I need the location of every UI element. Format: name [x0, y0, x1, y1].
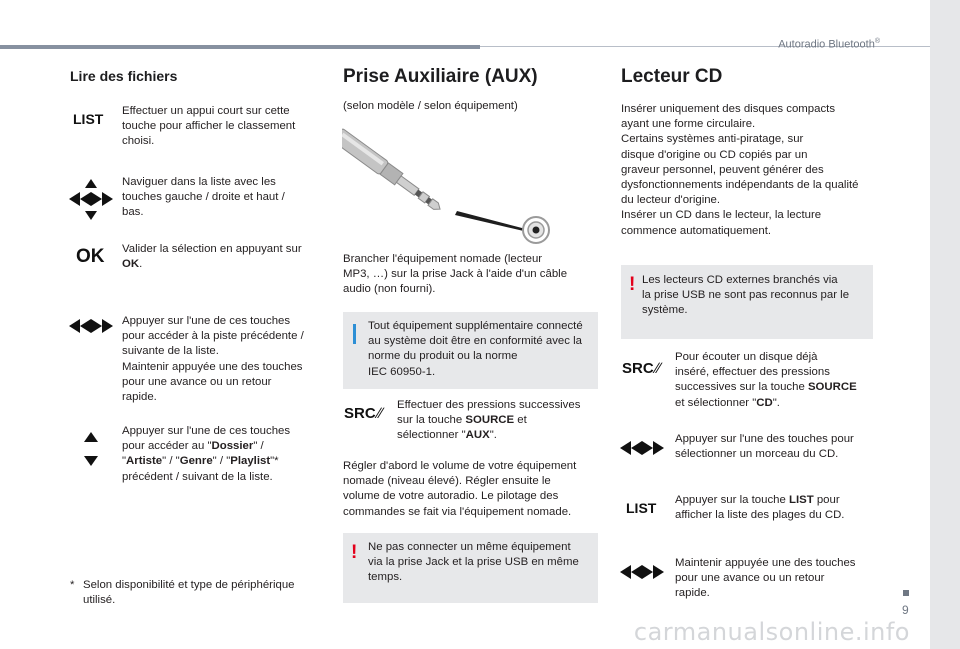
info-icon — [353, 324, 356, 344]
warning-icon: ! — [351, 542, 358, 563]
cd-warning-note: ! Les lecteurs CD externes branchés via la prise USB ne sont pas reconnus par le système. — [621, 265, 873, 339]
cd-item-list: Appuyer sur la touche LIST pour afficher la liste des plages du CD. — [675, 494, 845, 522]
header-title: Autoradio Bluetooth® — [778, 38, 880, 51]
page-edge-strip — [930, 0, 960, 649]
src-key-icon: SRC ∕∕ — [622, 360, 661, 377]
files-item-navigate: Naviguer dans la liste avec les touches gauche / droite et haut / bas. — [122, 176, 285, 219]
files-item-track: Appuyer sur l'une de ces touches pour accéder à la piste précédente / suivante de la liste. Maintenir appuyée une des touches pour une avance ou un retour rapide. — [122, 315, 304, 404]
list-key-icon: LIST — [73, 111, 104, 127]
aux-warning-note: ! Ne pas connecter un même équipement via la prise Jack et la prise USB en même temps. — [343, 533, 598, 603]
warning-icon: ! — [629, 274, 636, 295]
cd-item-fast: Maintenir appuyée une des touches pour une avance ou un retour rapide. — [675, 557, 856, 600]
files-item-list: Effectuer un appui court sur cette touche pour afficher le classement choisi. — [122, 105, 296, 148]
aux-info-note: Tout équipement supplémentaire connecté au système doit être en conformité avec la norme du produit ou la norme IEC 60950-1. — [343, 312, 598, 389]
src-key-icon: SRC ∕∕ — [344, 405, 383, 422]
aux-paragraph-connect: Brancher l'équipement nomade (lecteur MP3, …) sur la prise Jack à l'aide d'un câble audio (non fourni). — [343, 253, 568, 296]
section-title-aux: Prise Auxiliaire (AUX) — [343, 66, 538, 87]
footnote-mark: * — [70, 579, 75, 591]
prev-next-arrows-icon — [620, 441, 664, 455]
header-rule — [0, 45, 480, 49]
section-title-files: Lire des fichiers — [70, 68, 178, 84]
cd-item-select-track: Appuyer sur l'une des touches pour sélectionner un morceau du CD. — [675, 433, 854, 461]
up-down-arrows-icon — [84, 432, 98, 466]
cd-item-source: Pour écouter un disque déjà inséré, effectuer des pressions successives sur la touche SOURCE et sélectionner "CD". — [675, 351, 857, 409]
ok-key-icon: OK — [76, 246, 105, 267]
section-title-cd: Lecteur CD — [621, 66, 723, 87]
prev-next-arrows-icon — [620, 565, 664, 579]
footnote: Selon disponibilité et type de périphérique utilisé. — [83, 579, 295, 607]
prev-next-arrows-icon — [69, 319, 113, 333]
watermark: carmanualsonline.info — [633, 618, 910, 646]
aux-subtitle: (selon modèle / selon équipement) — [343, 100, 518, 112]
aux-paragraph-volume: Régler d'abord le volume de votre équipement nomade (niveau élevé). Régler ensuite le volume de votre autoradio. Le pilotage des commandes se fait via l'équipement nomade. — [343, 460, 577, 518]
list-key-icon: LIST — [626, 500, 657, 516]
page-number: 9 — [902, 603, 909, 617]
files-item-validate: Valider la sélection en appuyant sur OK. — [122, 243, 302, 271]
aux-paragraph-source: Effectuer des pressions successives sur la touche SOURCE et sélectionner "AUX". — [397, 399, 581, 442]
four-way-arrows-icon — [69, 179, 113, 221]
page-marker — [903, 590, 909, 596]
files-item-folder: Appuyer sur l'une de ces touches pour accéder au "Dossier" / "Artiste" / "Genre" / "Playlist"* précédent / suivant de la liste. — [122, 425, 291, 483]
jack-plug-illustration — [342, 128, 552, 244]
cd-paragraph-intro: Insérer uniquement des disques compacts ayant une forme circulaire. Certains systèmes anti-piratage, sur disque d'origine ou CD copiés par un graveur personnel, peuvent générer des dysfonctionnements indépendants de la qualité du lecteur d'origine. Insérer un CD dans le lecteur, la lecture commence automatiquement. — [621, 103, 859, 237]
